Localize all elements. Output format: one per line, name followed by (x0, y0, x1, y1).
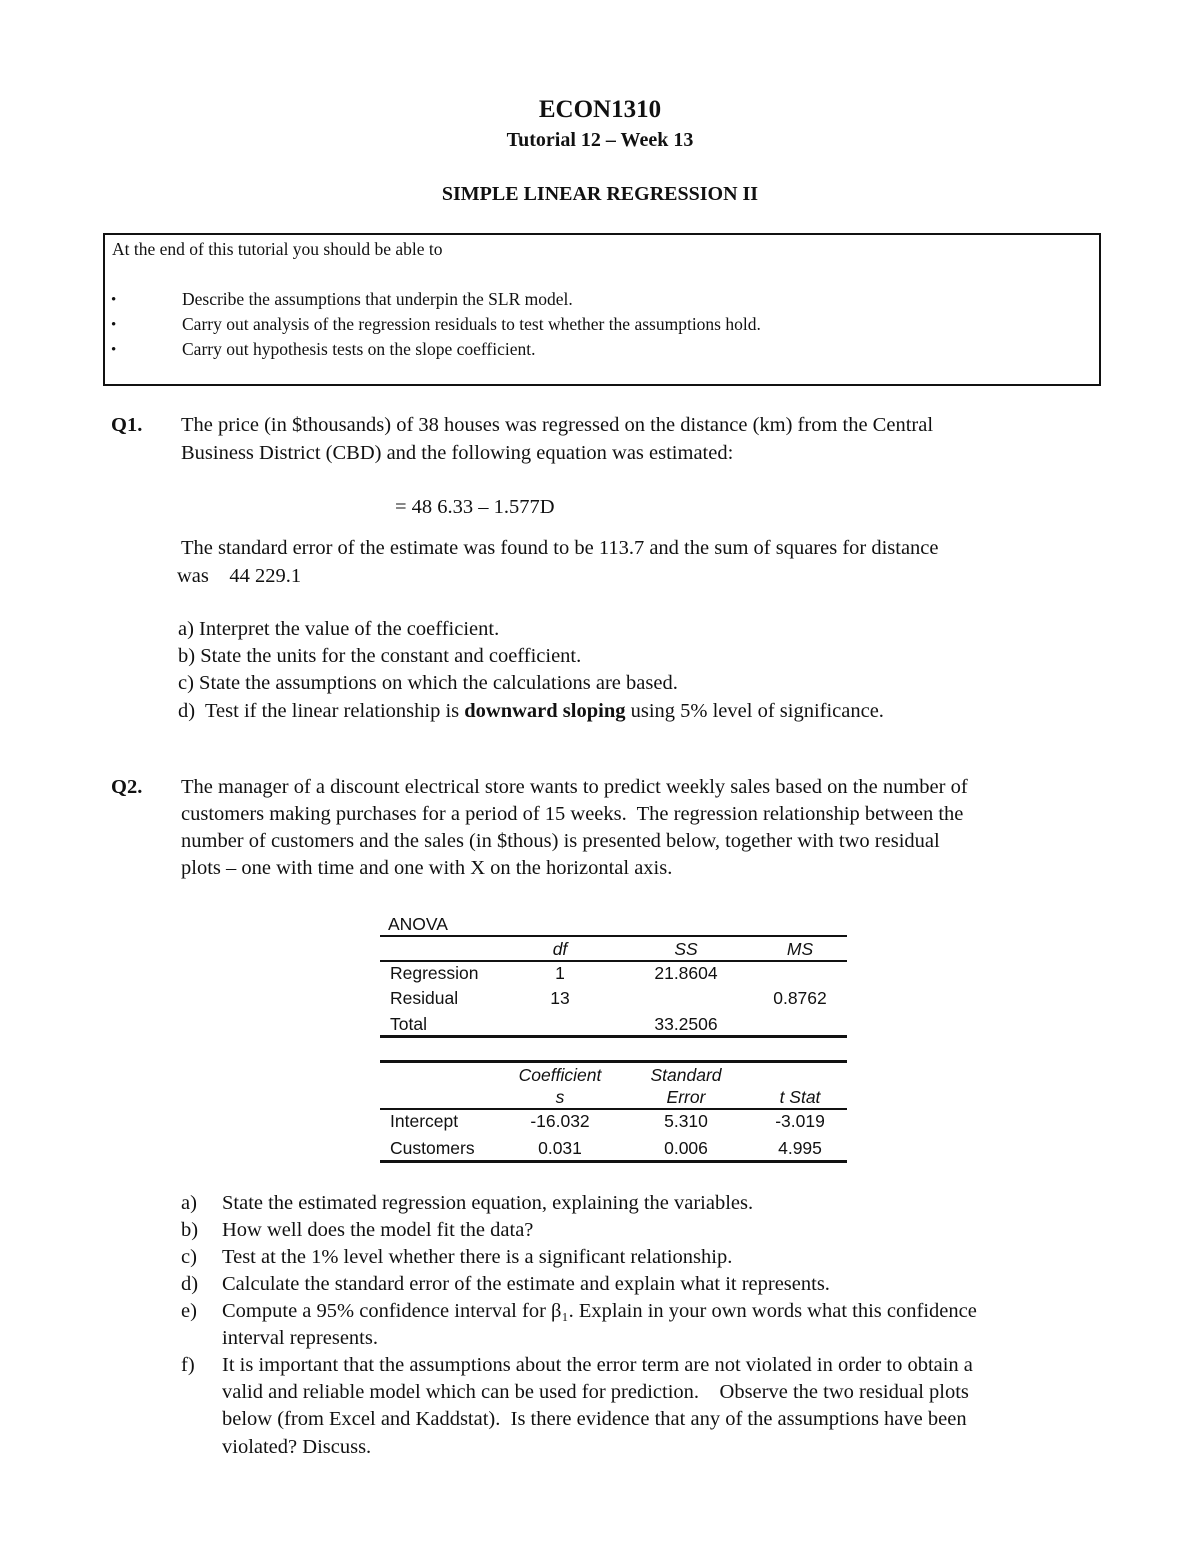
q2-part-f-text-line-2: valid and reliable model which can be used for prediction. Observe the two residual plots (222, 1381, 969, 1403)
q1-intro-line-1: The price (in $thousands) of 38 houses was regressed on the distance (km) from the Central (181, 414, 934, 436)
coef-header-rule (380, 1108, 847, 1110)
coef-row-standard-error: 5.310 (664, 1111, 708, 1131)
q2-part-a-letter: a) (181, 1192, 197, 1214)
q2-part-f-text-line-3: below (from Excel and Kaddstat). Is there evidence that any of the assumptions have been (222, 1408, 967, 1430)
objective-item-1: Describe the assumptions that underpin the SLR model. (182, 289, 573, 309)
q2-intro-line-2: customers making purchases for a period of 15 weeks. The regression relationship between the (181, 803, 964, 825)
anova-row-ms: 0.8762 (773, 988, 827, 1008)
anova-row-ss: 33.2506 (654, 1014, 718, 1034)
objective-item-3: Carry out hypothesis tests on the slope coefficient. (182, 339, 536, 359)
anova-row-label: Residual (390, 988, 459, 1008)
q1-part-d-post: using 5% level of significance. (625, 700, 884, 722)
q1-intro-line-2: Business District (CBD) and the following equation was estimated: (181, 442, 734, 464)
coef-header-coefficient-line-2: s (555, 1087, 565, 1107)
q2-part-d-text: Calculate the standard error of the estimate and explain what it represents. (222, 1273, 830, 1295)
q2-part-a-text: State the estimated regression equation, explaining the variables. (222, 1192, 754, 1214)
anova-row-df: 13 (550, 988, 570, 1008)
q2-part-e-text-line-1: Compute a 95% confidence interval for β₁. Explain in your own words what this confidence (222, 1300, 977, 1322)
q1-equation: = 48 6.33 – 1.577D (395, 496, 555, 518)
q2-intro-line-1: The manager of a discount electrical store wants to predict weekly sales based on the number of (181, 776, 968, 798)
q1-part-d (178, 700, 884, 723)
anova-header-ss: SS (674, 939, 698, 959)
coef-header-se-line-1: Standard (650, 1065, 722, 1085)
anova-top-rule (380, 935, 847, 937)
q2-label: Q2. (111, 776, 143, 798)
anova-row-ss: 21.8604 (654, 963, 718, 983)
objective-bullet-3: • (111, 342, 117, 358)
anova-header-ms: MS (786, 939, 814, 959)
q1-se-line-2: was 44 229.1 (177, 565, 302, 587)
q1-part-d-pre: d) Test if the linear relationship is (178, 700, 465, 722)
q1-label: Q1. (111, 414, 143, 436)
q1-part-d-emphasis: downward sloping (464, 700, 626, 722)
anova-row-label: Regression (390, 963, 479, 983)
coef-row-label: Intercept (390, 1111, 459, 1131)
q2-intro-line-4: plots – one with time and one with X on the horizontal axis. (181, 857, 673, 879)
q1-se-line-1: The standard error of the estimate was found to be 113.7 and the sum of squares for distance (181, 537, 939, 559)
anova-header-rule (380, 960, 847, 962)
tutorial-subtitle: Tutorial 12 – Week 13 (506, 129, 694, 151)
objective-bullet-2: • (111, 317, 117, 333)
topic-heading: SIMPLE LINEAR REGRESSION II (441, 183, 759, 205)
q2-part-e-text-line-2: interval represents. (222, 1327, 378, 1349)
objective-bullet-1: • (111, 292, 117, 308)
coef-row-coefficient: 0.031 (538, 1138, 582, 1158)
q2-part-e-letter: e) (181, 1300, 197, 1322)
q1-part-a: a) Interpret the value of the coefficient. (178, 618, 500, 640)
coef-row-t-stat: -3.019 (775, 1111, 825, 1131)
q2-intro-line-3: number of customers and the sales (in $thous) is presented below, together with two residual (181, 830, 940, 852)
objectives-intro: At the end of this tutorial you should be able to (112, 239, 443, 259)
coef-row-standard-error: 0.006 (664, 1138, 708, 1158)
q2-part-f-text-line-4: violated? Discuss. (222, 1436, 372, 1458)
coef-row-label: Customers (390, 1138, 475, 1158)
anova-row-label: Total (390, 1014, 427, 1034)
coef-row-t-stat: 4.995 (778, 1138, 822, 1158)
objective-item-2: Carry out analysis of the regression residuals to test whether the assumptions hold. (182, 314, 761, 334)
q1-part-b: b) State the units for the constant and coefficient. (178, 645, 582, 667)
q2-part-c-text: Test at the 1% level whether there is a significant relationship. (222, 1246, 733, 1268)
anova-title: ANOVA (388, 914, 448, 934)
coef-top-rule (380, 1060, 847, 1063)
coef-header-coefficient-line-1: Coefficient (518, 1065, 602, 1085)
coef-row-coefficient: -16.032 (530, 1111, 590, 1131)
q2-part-b-text: How well does the model fit the data? (222, 1219, 534, 1241)
anova-header-df: df (552, 939, 568, 959)
anova-bottom-rule (380, 1035, 847, 1038)
course-title: ECON1310 (538, 96, 662, 123)
q2-part-d-letter: d) (181, 1273, 199, 1295)
q2-part-c-letter: c) (181, 1246, 197, 1268)
anova-row-df: 1 (555, 963, 565, 983)
coef-header-se-line-2: Error (666, 1087, 706, 1107)
q2-part-b-letter: b) (181, 1219, 199, 1241)
coef-bottom-rule (380, 1160, 847, 1163)
q2-part-f-letter: f) (181, 1354, 195, 1376)
q1-part-c: c) State the assumptions on which the calculations are based. (178, 672, 678, 694)
q2-part-f-text-line-1: It is important that the assumptions about the error term are not violated in order to obtain a (222, 1354, 973, 1376)
coef-header-t-stat: t Stat (779, 1087, 821, 1107)
